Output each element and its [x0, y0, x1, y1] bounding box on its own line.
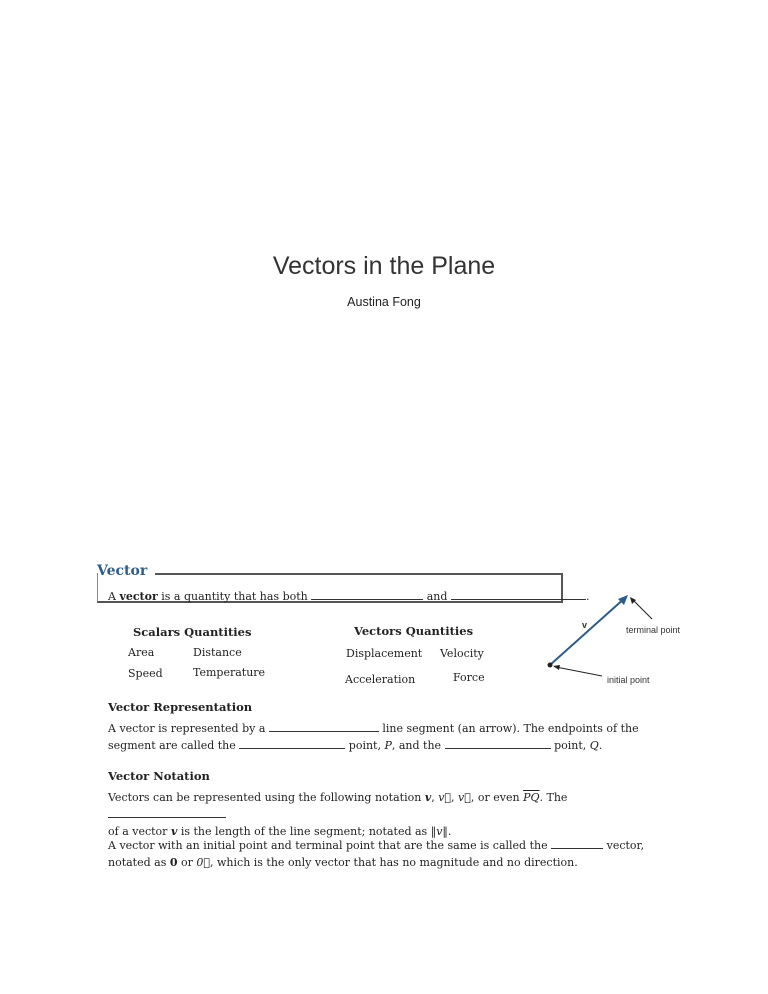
- math-symbol-vec-zero: 0⃗: [196, 856, 211, 869]
- text-fragment: . The: [539, 791, 568, 804]
- section-heading-vector: Vector: [97, 563, 148, 579]
- initial-pointer-line: [556, 667, 602, 676]
- notation-line-1: [108, 789, 668, 823]
- representation-paragraph: [108, 720, 648, 754]
- text-fragment: Vectors can be represented using the following notation: [108, 791, 422, 804]
- text-fragment: ,: [451, 791, 455, 804]
- terminal-point-label: terminal point: [626, 625, 681, 635]
- definition-prefix: A: [108, 590, 120, 603]
- definition-middle: is a quantity that has both: [157, 590, 308, 603]
- vector-diagram: [540, 585, 700, 695]
- definition-term: vector: [119, 590, 158, 603]
- text-fragment: vector,: [606, 839, 645, 852]
- zero-vector-paragraph: [108, 837, 668, 871]
- text-fragment: is the length of the line segment; notated as: [180, 825, 428, 838]
- notation-paragraph: [108, 789, 668, 840]
- text-fragment: ,: [431, 791, 435, 804]
- math-symbol-bold-v: v: [424, 791, 432, 804]
- scalar-item: Distance: [193, 646, 242, 659]
- initial-point-label: initial point: [607, 675, 650, 685]
- math-symbol-vec-v-alt: v⃗: [458, 791, 471, 804]
- zero-vector-line-1: [108, 837, 668, 854]
- representation-line-1: [108, 720, 648, 737]
- text-fragment: A vector with an initial point and terminal point that are the same is called the: [108, 839, 548, 852]
- math-symbol-PQ: $\overline{PQ}$: [523, 791, 540, 804]
- text-fragment: , and the: [391, 739, 442, 752]
- terminal-pointer-head: [630, 597, 636, 604]
- vector-item: Velocity: [440, 647, 484, 660]
- scalar-item: Temperature: [193, 666, 266, 679]
- blank-field: [311, 588, 423, 600]
- text-fragment: line segment (an arrow). The endpoints of the: [382, 722, 639, 735]
- document-author: Austina Fong: [347, 295, 421, 309]
- text-fragment: , which is the only vector that has no magnitude and no direction.: [210, 856, 578, 869]
- text-fragment: segment are called the: [108, 739, 236, 752]
- vector-item: Displacement: [346, 647, 423, 660]
- zero-vector-line-2: [108, 854, 668, 871]
- blank-field: [239, 737, 345, 749]
- text-fragment: point,: [554, 739, 587, 752]
- math-symbol-bold-zero: 0: [169, 856, 178, 869]
- notation-heading: Vector Notation: [108, 769, 210, 783]
- text-fragment: .: [447, 825, 452, 838]
- math-symbol-P: P: [384, 739, 392, 752]
- blank-field: [108, 806, 226, 818]
- math-symbol-Q: Q: [589, 739, 599, 752]
- math-symbol-norm: ‖v‖: [430, 825, 448, 838]
- vector-item: Force: [453, 671, 485, 684]
- math-symbol-vec-v: v⃗: [438, 791, 452, 804]
- definition-and: and: [426, 590, 448, 603]
- text-fragment: notated as: [108, 856, 167, 869]
- document-title: Vectors in the Plane: [272, 252, 496, 280]
- vector-arrow-shaft: [550, 597, 626, 665]
- initial-point-dot: [548, 663, 553, 668]
- representation-line-2: [108, 737, 648, 754]
- math-symbol-bold-v: v: [170, 825, 178, 838]
- vector-definition: [108, 588, 589, 603]
- vector-label-v: v: [582, 620, 588, 630]
- blank-field: [551, 837, 603, 849]
- vectors-header: Vectors Quantities: [354, 624, 474, 638]
- vector-item: Acceleration: [345, 673, 416, 686]
- text-fragment: A vector is represented by a: [108, 722, 266, 735]
- terminal-pointer-line: [632, 599, 652, 619]
- text-fragment: .: [598, 739, 603, 752]
- initial-pointer-head: [553, 665, 560, 670]
- scalars-header: Scalars Quantities: [133, 625, 252, 639]
- blank-field: [269, 720, 379, 732]
- blank-field: [445, 737, 551, 749]
- definition-end: .: [585, 590, 590, 603]
- text-fragment: of a vector: [108, 825, 168, 838]
- scalar-item: Speed: [128, 667, 163, 680]
- scalar-item: Area: [128, 646, 155, 659]
- text-fragment: point,: [348, 739, 381, 752]
- text-fragment: , or even: [470, 791, 520, 804]
- text-fragment: or: [181, 856, 193, 869]
- representation-heading: Vector Representation: [108, 700, 253, 714]
